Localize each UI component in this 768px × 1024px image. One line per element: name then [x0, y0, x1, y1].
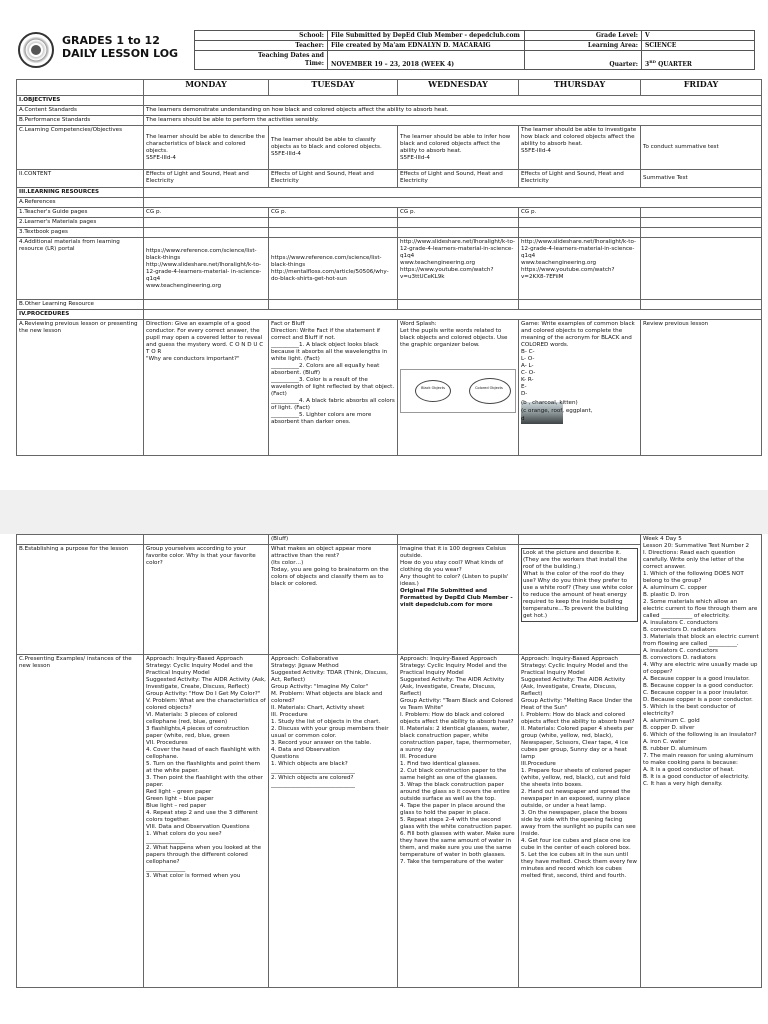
tb-cell: [641, 228, 762, 238]
dates-label-line-2: Time:: [304, 60, 324, 67]
presenting-thursday: Approach: Inquiry-Based Approach Strategy: Cyclic Inquiry Model and the Practical Inquiry Model Suggested Activity: The AIDR Activity (Ask, Investigate, Create, Discuss, Reflect) Group Activity: "Melting Race Under the Heat of the Sun" I. Problem: How do black and colored objects affect the ability to absorb heat? II. Materials: Colored paper 4 sheets per group (white, yellow, red, black), Newspaper, Scissors, Clear tape, 4 ice cubes per group, Sunny day or a heat lamp III.Procedure 1. Prepare four sheets of colored paper (white, yellow, red, black), cut and fold the sheets into boxes. 2. Hand out newspaper and spread the newspaper in an exposed, sunny place outside, or under a heat lamp. 3. On the newspaper, place the boxes side by side with the opening facing away from the sunlight so pupils can see inside. 4. Get four ice cubes and place one ice cube in the center of each colored box. 5. Let the ice cubes sit in the sun until they have melted. Check them every few minutes and record which ice cubes melted first, second, third and fourth.: [519, 655, 641, 988]
competencies-label: C.Learning Competencies/Objectives: [17, 126, 144, 170]
additional-tuesday: https://www.reference.com/science/list-black-things http://mentalfloss.com/article/50506/why-do-black-shirts-get-hot-sun: [269, 238, 398, 300]
review-tuesday: Fact or Bluff Direction: Write Fact if the statement if correct and Bluff if not. __________1. A black object looks black because it absorbs all the wavelengths in white light. (Fact) __________2. Colors are all equally heat absorbent. (Bluff) __________3. Color is a result of the wavelength of light reflected by that object. (Fact) __________4. A black fabric absorbs all colors of light. (Fact) __________5. Lighter colors are more absorbent than darker ones.: [269, 320, 398, 456]
learners-materials-row: [17, 218, 762, 228]
competency-thursday: The learner should be able to investigate how black and colored objects affect the ability to absorb heat. S5FE-IIId-4: [519, 126, 641, 170]
teacher-label: Teacher:: [195, 41, 328, 51]
other-resource-label: B.Other Learning Resource: [17, 300, 144, 310]
objectives-row: [17, 96, 762, 106]
performance-standards-row: [17, 116, 762, 126]
competency-wednesday: The learner should be able to infer how black and colored objects affect the ability to absorb heat. S5FE-IIId-4: [398, 126, 519, 170]
carryover-tuesday: (Bluff): [269, 535, 398, 545]
review-wednesday: [398, 320, 519, 456]
title-line-2: DAILY LESSON LOG: [62, 47, 179, 60]
teachers-guide-monday: CG p.: [144, 208, 269, 218]
review-thursday-photo-area: [521, 398, 638, 426]
day-thursday: THURSDAY: [519, 80, 641, 96]
lm-cell: [641, 218, 762, 228]
teachers-guide-thursday: CG p.: [519, 208, 641, 218]
textbook-row: [17, 228, 762, 238]
purpose-thursday: [519, 545, 641, 655]
acronym-answer-3: d: [521, 416, 525, 422]
content-standards-row: [17, 106, 762, 116]
other-cell: [269, 300, 398, 310]
competency-friday: To conduct summative test: [641, 126, 762, 170]
school-label: School:: [195, 31, 328, 41]
review-friday: Review previous lesson: [641, 320, 762, 456]
teacher-value: File created by Ma'am EDNALYN D. MACARAIG: [328, 41, 525, 51]
word-splash-organizer: [400, 369, 516, 413]
lesson-table-page-2: [16, 534, 762, 988]
day-header-blank: [17, 80, 144, 96]
title-line-1: GRADES 1 to 12: [62, 34, 160, 47]
tb-cell: [519, 228, 641, 238]
quarter-word: QUARTER: [655, 61, 692, 68]
carryover-row: [17, 535, 762, 545]
lm-cell: [269, 218, 398, 228]
references-row: [17, 198, 762, 208]
day-friday: FRIDAY: [641, 80, 762, 96]
grade-value: V: [642, 31, 755, 41]
procedures-row: [17, 310, 762, 320]
content-standards-label: A.Content Standards: [17, 106, 144, 116]
other-cell: [398, 300, 519, 310]
teachers-guide-label: 1.Teacher's Guide pages: [17, 208, 144, 218]
deped-seal-icon: [18, 32, 54, 68]
content-standards-text: The learners demonstrate understanding on how black and colored objects affect the ability to absorb heat.: [144, 106, 762, 116]
content-row: [17, 170, 762, 188]
purpose-thursday-text: Look at the picture and describe it. (They are the workers that install the roof of the building.) What is the color of the roof do they use? Why do you think they prefer to use a white roof? (They use white color to reduce the amount of heat energy required to keep the inside building temperature…To prevent the building get hot.): [521, 548, 638, 622]
colored-objects-oval: [469, 378, 511, 404]
references-blank: [144, 198, 762, 208]
summative-test-friday: Week 4 Day 5 Lesson 20: Summative Test Number 2 I. Directions: Read each question carefully. Write only the letter of the correct answer. 1. Which of the following DOES NOT belong to the group? A. aluminum C. copper B. plastic D. iron 2. Some materials which allow an electric current to flow through them are called ___________ of electricity. A. insulators C. conductors B. convectors D. radiators 3. Materials that block an electric current from flowing are called __________. A. insulators C. conductors B. convectors D. radiators 4. Why are electric wire usually made up of copper? A. Because copper is a good insulator. B. Because copper is a good conductor. C. Because copper is a poor insulator. D. Because copper is a poor conductor. 5. Which is the best conductor of electricity? A. aluminum C. gold B. copper D. silver 6. Which of the following is an insulator? A. iron C. water B. rubber D. aluminum 7. The main reason for using aluminum to make cooking pans is because: A. It is a good conductor of heat. B. It is a good conductor of electricity. C. It has a very high density.: [641, 535, 762, 988]
presenting-wednesday: Approach: Inquiry-Based Approach Strategy: Cyclic Inquiry Model and the Practical Inquiry Model Suggested Activity: The AIDR Activity (Ask, Investigate, Create, Discuss, Reflect) Group Activity: "Team Black and Colored vs Team White" I. Problem: How do black and colored objects affect the ability to absorb heat? II. Materials: 2 identical glasses, water, black construction paper, white construction paper, tape, thermometer, a sunny day III. Procedure 1. Find two identical glasses. 2. Cut black construction paper to the same height as one of the glasses. 3. Wrap the black construction paper around the glass so it covers the entire outside surface as well as the top. 4. Tape the paper in place around the glass to hold the paper in place. 5. Repeat steps 2-4 with the second glass with the white construction paper. 6. Fill both glasses with water. Make sure they have the same amount of water in them, and make sure you use the same temperature of water in both glasses. 7. Take the temperature of the water: [398, 655, 519, 988]
purpose-wednesday: [398, 545, 519, 655]
page-two: [0, 534, 768, 1024]
day-header-row: [17, 80, 762, 96]
additional-thursday: http://www.slideshare.net/lhoralight/k-to-12-grade-4-learners-material-in-science-q1q4 www.teachengineering.org https://www.youtube.com/watch?v=2KX8-7EFiiM: [519, 238, 641, 300]
additional-friday: [641, 238, 762, 300]
carryover-monday: [144, 535, 269, 545]
other-cell: [519, 300, 641, 310]
resources-blank: [144, 188, 762, 198]
procedures-label: IV.PROCEDURES: [17, 310, 144, 320]
dates-label-line-1: Teaching Dates and: [257, 52, 324, 59]
review-label: A.Reviewing previous lesson or presenting the new lesson: [17, 320, 144, 456]
depedclub-note: Original File Submitted and Formatted by DepEd Club Member - visit depedclub.com for more: [400, 588, 513, 608]
page-gap: [0, 490, 768, 534]
quarter-label: Quarter:: [525, 51, 642, 70]
textbook-label: 3.Textbook pages: [17, 228, 144, 238]
day-tuesday: TUESDAY: [269, 80, 398, 96]
purpose-label: B.Establishing a purpose for the lesson: [17, 545, 144, 655]
additional-wednesday: http://www.slideshare.net/lhoralight/k-to-12-grade-4-learners-material-in-science-q1q4 www.teachengineering.org https://www.youtube.com/watch?v=u3ttUCeKL9k: [398, 238, 519, 300]
quarter-suffix: RD: [649, 59, 656, 64]
page-one: [0, 0, 768, 490]
presenting-monday: Approach: Inquiry-Based Approach Strategy: Cyclic Inquiry Model and the Practical Inquiry Model Suggested Activity: The AIDR Activity (Ask, Investigate, Create, Discuss, Reflect) Group Activity: "How Do I Get My Color?" V. Problem: What are the characteristics of colored objects? VI. Materials: 3 pieces of colored cellophane (red, blue, green) 3 flashlights,4 pieces of construction paper (white, red, blue, green VII. Procedures 4. Cover the head of each flashlight with cellophane. 5. Turn on the flashlights and point them at the white paper. 3. Then point the flashlight with the other paper. Red light – green paper Green light – blue paper Blue light – red paper 4. Repeat step 2 and use the 3 different colors together. VIII. Data and Observation Questions 1. What colors do you see? ______________ 2. What happens when you looked at the papers through the different colored cellophane? ______________ 3. What color is formed when you: [144, 655, 269, 988]
additional-materials-label: 4.Additional materials from learning resource (LR) portal: [17, 238, 144, 300]
day-wednesday: WEDNESDAY: [398, 80, 519, 96]
tb-cell: [398, 228, 519, 238]
teachers-guide-wednesday: CG p.: [398, 208, 519, 218]
additional-materials-row: [17, 238, 762, 300]
black-objects-oval: [415, 380, 451, 402]
lm-cell: [144, 218, 269, 228]
review-wednesday-text: Word Splash: Let the pupils write words related to black objects and colored objects. Use the graphic organizer below.: [400, 321, 508, 348]
purpose-tuesday: What makes an object appear more attractive than the rest? (Its color…) Today, you are going to brainstorm on the colors of objects and classify them as to black or colored.: [269, 545, 398, 655]
content-wednesday: Effects of Light and Sound, Heat and Electricity: [398, 170, 519, 188]
competency-tuesday: The learner should be able to classify objects as to black and colored objects. S5FE-IIId-4: [269, 126, 398, 170]
objectives-label: I.OBJECTIVES: [17, 96, 144, 106]
content-monday: Effects of Light and Sound, Heat and Electricity: [144, 170, 269, 188]
header-info-table: [194, 30, 755, 70]
tb-cell: [269, 228, 398, 238]
dates-label: [195, 51, 328, 70]
review-monday: Direction: Give an example of a good conductor. For every correct answer, the pupil may open a covered letter to reveal and guess the mystery word. C O N D U C T O R "Why are conductors important?": [144, 320, 269, 456]
review-row: [17, 320, 762, 456]
teachers-guide-friday: [641, 208, 762, 218]
content-label: II.CONTENT: [17, 170, 144, 188]
quarter-value: [642, 51, 755, 70]
procedures-blank: [144, 310, 762, 320]
competencies-row: [17, 126, 762, 170]
performance-standards-label: B.Performance Standards: [17, 116, 144, 126]
review-thursday-text: Game: Write examples of common black and colored objects to complete the meaning of the acronym for BLACK and COLORED words. B- C- L- O- A- L- C- O- K- R- E- D-: [521, 321, 635, 397]
presenting-label: C.Presenting Examples/ instances of the new lesson: [17, 655, 144, 988]
resources-row: [17, 188, 762, 198]
log-title: [62, 34, 178, 60]
carryover-wednesday: [398, 535, 519, 545]
quarter-number: 3: [645, 61, 650, 68]
colored-objects-label: Colored Objects: [475, 386, 503, 390]
lesson-table-page-1: [16, 79, 762, 456]
learners-materials-label: 2.Learner's Materials pages: [17, 218, 144, 228]
lm-cell: [398, 218, 519, 228]
review-thursday: [519, 320, 641, 456]
area-value: SCIENCE: [642, 41, 755, 51]
header: [16, 30, 761, 72]
additional-monday: https://www.reference.com/science/list-black-things http://www.slideshare.net/lhoralight/k-to-12-grade-4-learners-material- in-science-q1q4 www.teachengineering.org: [144, 238, 269, 300]
acronym-answer-2: (c orange, roof, eggplant,: [521, 408, 593, 414]
content-thursday: Effects of Light and Sound, Heat and Electricity: [519, 170, 641, 188]
grade-label: Grade Level:: [525, 31, 642, 41]
carryover-blank: [17, 535, 144, 545]
other-cell: [144, 300, 269, 310]
area-label: Learning Area:: [525, 41, 642, 51]
content-friday: Summative Test: [641, 170, 762, 188]
black-objects-label: Black Objects: [421, 386, 445, 390]
purpose-wednesday-text: Imagine that it is 100 degrees Celsius outside. How do you stay cool? What kinds of clothing do you wear? Any thought to color? (Listen to pupils' ideas.): [400, 546, 509, 587]
content-tuesday: Effects of Light and Sound, Heat and Electricity: [269, 170, 398, 188]
lm-cell: [519, 218, 641, 228]
carryover-thursday: [519, 535, 641, 545]
other-cell: [641, 300, 762, 310]
teachers-guide-row: [17, 208, 762, 218]
presenting-tuesday: Approach: Collaborative Strategy: Jigsaw Method Suggested Activity: TDAR (Think, Discuss, Act, Reflect) Group Activity: "Imagine My Color" M. Problem: What objects are black and colored? II. Materials: Chart, Activity sheet III. Procedure 1. Study the list of objects in the chart. 2. Discuss with your group members their usual or common color. 3. Record your answer on the table. 4. Data and Observation Questions 1. Which objects are black? ______________________________ 2. Which objects are colored? ______________________________: [269, 655, 398, 988]
teachers-guide-tuesday: CG p.: [269, 208, 398, 218]
other-resource-row: [17, 300, 762, 310]
performance-standards-text: The learners should be able to perform the activities sensibly.: [144, 116, 762, 126]
acronym-answer-1: (b , charcoal, kitten): [521, 400, 578, 406]
resources-label: III.LEARNING RESOURCES: [17, 188, 144, 198]
purpose-monday: Group yourselves according to your favorite color. Why is that your favorite color?: [144, 545, 269, 655]
competency-monday: The learner should be able to describe the characteristics of black and colored objects. S5FE-IIId-4: [144, 126, 269, 170]
objectives-blank: [144, 96, 762, 106]
dates-value: NOVEMBER 19 – 23, 2018 (WEEK 4): [328, 51, 525, 70]
references-label: A.References: [17, 198, 144, 208]
day-monday: MONDAY: [144, 80, 269, 96]
tb-cell: [144, 228, 269, 238]
school-value: File Submitted by DepEd Club Member - depedclub.com: [328, 31, 525, 41]
